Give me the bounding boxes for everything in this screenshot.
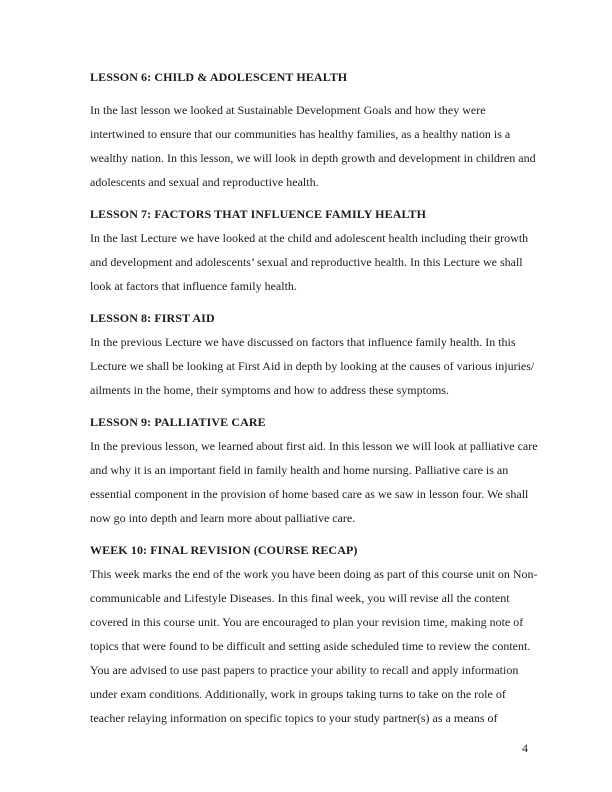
section-heading: LESSON 7: FACTORS THAT INFLUENCE FAMILY HEALTH xyxy=(90,207,427,221)
paragraph-line: under exam conditions. Additionally, work in groups taking turns to take on the role of xyxy=(90,687,506,701)
section-paragraph xyxy=(90,226,540,298)
lesson-section xyxy=(90,410,540,530)
page-number: 4 xyxy=(522,741,528,755)
paragraph-line: covered in this course unit. You are encouraged to plan your revision time, making note of xyxy=(90,615,524,629)
paragraph-line: topics that were found to be difficult and setting aside scheduled time to review the content. xyxy=(90,639,531,653)
paragraph-line: look at factors that influence family health. xyxy=(90,279,297,293)
section-paragraph xyxy=(90,98,540,194)
paragraph-line: You are advised to use past papers to practice your ability to recall and apply information xyxy=(90,663,519,677)
section-paragraph xyxy=(90,562,540,730)
lesson-section xyxy=(90,538,540,730)
paragraph-line: Lecture we shall be looking at First Aid in depth by looking at the causes of various injuries/ xyxy=(90,359,535,373)
section-paragraph xyxy=(90,330,540,402)
paragraph-line: This week marks the end of the work you have been doing as part of this course unit on Non- xyxy=(90,567,538,581)
paragraph-line: intertwined to ensure that our communities has healthy families, as a healthy nation is a xyxy=(90,127,511,141)
paragraph-line: In the previous lesson, we learned about first aid. In this lesson we will look at palliative care xyxy=(90,439,538,453)
document-content xyxy=(90,65,540,730)
paragraph-line: communicable and Lifestyle Diseases. In this final week, you will revise all the content xyxy=(90,591,510,605)
paragraph-line: In the last lesson we looked at Sustainable Development Goals and how they were xyxy=(90,103,486,117)
section-heading: LESSON 6: CHILD & ADOLESCENT HEALTH xyxy=(90,70,348,84)
paragraph-line: and development and adolescents’ sexual and reproductive health. In this Lecture we shall xyxy=(90,255,523,269)
lesson-section xyxy=(90,65,540,194)
section-heading: LESSON 9: PALLIATIVE CARE xyxy=(90,415,266,429)
section-paragraph xyxy=(90,434,540,530)
section-heading: WEEK 10: FINAL REVISION (COURSE RECAP) xyxy=(90,543,358,557)
section-heading: LESSON 8: FIRST AID xyxy=(90,311,215,325)
lesson-section xyxy=(90,202,540,298)
paragraph-line: ailments in the home, their symptoms and how to address these symptoms. xyxy=(90,383,449,397)
paragraph-line: In the previous Lecture we have discussed on factors that influence family health. In this xyxy=(90,335,516,349)
paragraph-line: adolescents and sexual and reproductive health. xyxy=(90,175,319,189)
paragraph-line: teacher relaying information on specific topics to your study partner(s) as a means of xyxy=(90,711,498,725)
paragraph-line: In the last Lecture we have looked at the child and adolescent health including their growth xyxy=(90,231,529,245)
paragraph-line: now go into depth and learn more about palliative care. xyxy=(90,511,356,525)
paragraph-line: and why it is an important field in family health and home nursing. Palliative care is an xyxy=(90,463,509,477)
paragraph-line: essential component in the provision of home based care as we saw in lesson four. We shall xyxy=(90,487,529,501)
lesson-section xyxy=(90,306,540,402)
paragraph-line: wealthy nation. In this lesson, we will look in depth growth and development in children and xyxy=(90,151,536,165)
